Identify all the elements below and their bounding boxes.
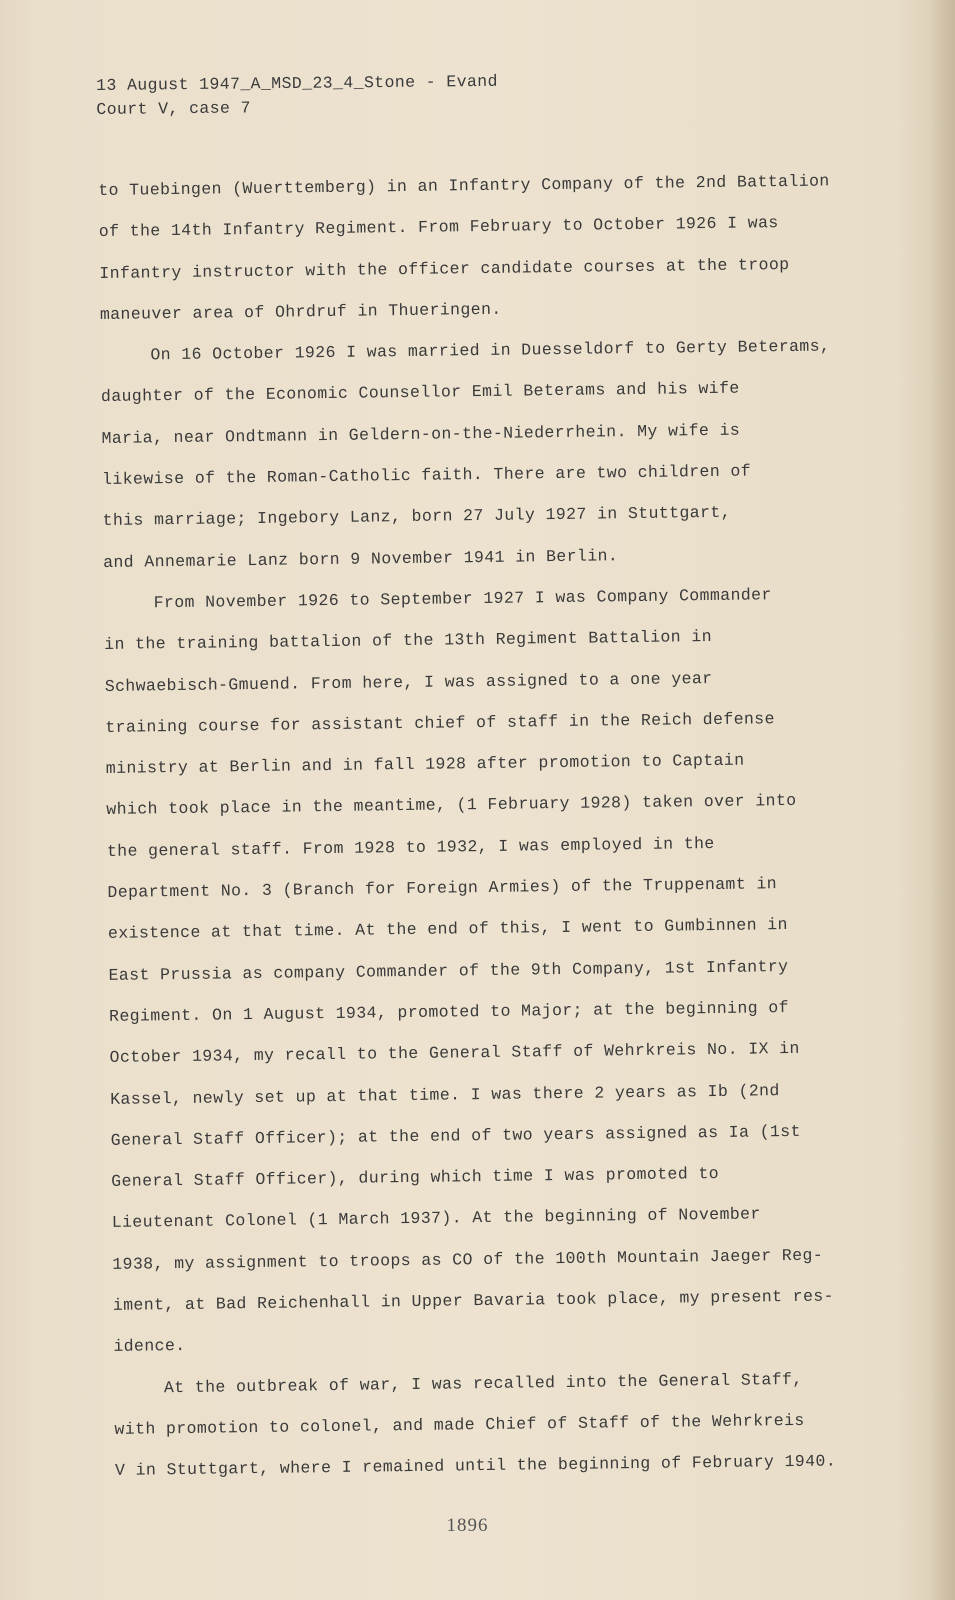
body-text-line: of the 14th Infantry Regiment. From February to October 1926 I was bbox=[98, 213, 779, 242]
body-text-line: Regiment. On 1 August 1934, promoted to Major; at the beginning of bbox=[108, 997, 790, 1026]
body-text-line: ministry at Berlin and in fall 1928 after promotion to Captain bbox=[105, 750, 745, 779]
body-text-line: General Staff Officer), during which time I was promoted to bbox=[111, 1164, 720, 1192]
body-text-line: and Annemarie Lanz born 9 November 1941 in Berlin. bbox=[103, 545, 619, 572]
body-text-line: Kassel, newly set up at that time. I was there 2 years as Ib (2nd bbox=[110, 1080, 780, 1109]
body-text-line: Department No. 3 (Branch for Foreign Armies) of the Truppenamt in bbox=[107, 874, 778, 902]
body-text-line: Lieutenant Colonel (1 March 1937). At the beginning of November bbox=[111, 1204, 761, 1233]
body-text-line: On 16 October 1926 I was married in Duesseldorf to Gerty Beterams, bbox=[150, 336, 831, 365]
body-text-line: daughter of the Economic Counsellor Emil Beterams and his wife bbox=[100, 379, 740, 407]
body-text-line: training course for assistant chief of staff in the Reich defense bbox=[105, 709, 775, 737]
body-text-line: the general staff. From 1928 to 1932, I was employed in the bbox=[106, 833, 715, 861]
header-reference-line: 13 August 1947_A_MSD_23_4_Stone - Evand bbox=[96, 71, 498, 95]
body-text-line: V in Stuttgart, where I remained until the beginning of February 1940. bbox=[114, 1451, 837, 1481]
body-text-line: iment, at Bad Reichenhall in Upper Bavaria took place, my present res- bbox=[112, 1286, 835, 1315]
document-body bbox=[98, 160, 855, 1491]
body-text-line: existence at that time. At the end of this, I went to Gumbinnen in bbox=[107, 915, 788, 944]
body-text-line: idence. bbox=[113, 1336, 186, 1357]
body-text-line: with promotion to colonel, and made Chief of Staff of the Wehrkreis bbox=[114, 1410, 805, 1439]
body-text-line: From November 1926 to September 1927 I was Company Commander bbox=[153, 585, 772, 613]
body-text-line: At the outbreak of war, I was recalled into the General Staff, bbox=[163, 1369, 803, 1397]
body-text-line: East Prussia as company Commander of the 9th Company, 1st Infantry bbox=[108, 956, 789, 985]
document-header bbox=[96, 70, 498, 122]
body-text-line: Infantry instructor with the officer candidate courses at the troop bbox=[99, 254, 790, 283]
page-edge-shadow bbox=[931, 0, 955, 1600]
body-text-line: Maria, near Ondtmann in Geldern-on-the-Niederrhein. My wife is bbox=[101, 420, 741, 448]
body-text-line: in the training battalion of the 13th Regiment Battalion in bbox=[104, 627, 713, 655]
body-text-line: likewise of the Roman-Catholic faith. There are two children of bbox=[101, 461, 752, 490]
body-text-line: this marriage; Ingebory Lanz, born 27 July 1927 in Stuttgart, bbox=[102, 503, 732, 531]
header-court-line: Court V, case 7 bbox=[96, 98, 251, 119]
body-text-line: 1938, my assignment to troops as CO of the 100th Mountain Jaeger Reg- bbox=[112, 1245, 824, 1274]
body-text-line: October 1934, my recall to the General Staff of Wehrkreis No. IX in bbox=[109, 1039, 800, 1068]
body-text-line: which took place in the meantime, (1 February 1928) taken over into bbox=[106, 791, 797, 820]
page-number: 1896 bbox=[446, 1515, 489, 1536]
body-text-line: Schwaebisch-Gmuend. From here, I was assigned to a one year bbox=[104, 668, 713, 696]
body-text-line: maneuver area of Ohrdruf in Thueringen. bbox=[99, 299, 502, 324]
body-text-line: to Tuebingen (Wuerttemberg) in an Infantry Company of the 2nd Battalion bbox=[98, 171, 830, 200]
body-text-line: General Staff Officer); at the end of two years assigned as Ia (1st bbox=[110, 1121, 801, 1150]
